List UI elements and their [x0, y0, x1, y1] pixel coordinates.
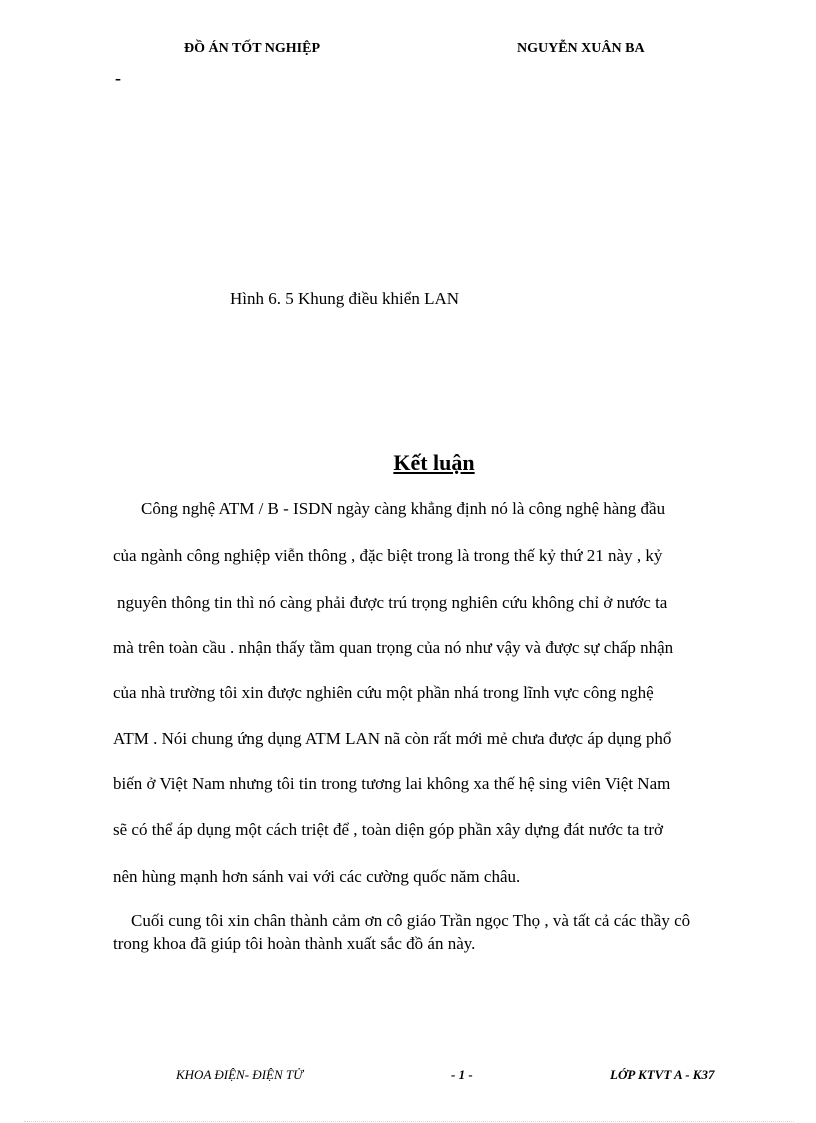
paragraph-line: Cuối cung tôi xin chân thành cảm ơn cô giáo Trần ngọc Thọ , và tất cả các thầy cô: [131, 911, 691, 930]
paragraph-line: biến ở Việt Nam nhưng tôi tin trong tương lai không xa thế hệ sing viên Việt Nam: [113, 774, 671, 793]
header-right: NGUYỄN XUÂN BA: [517, 41, 645, 56]
paragraph-line: nguyên thông tin thì nó càng phải được trú trọng nghiên cứu không chỉ ở nước ta: [117, 593, 668, 612]
section-title: Kết luận: [393, 450, 475, 475]
paragraph-line: sẽ có thể áp dụng một cách triệt để , toàn diện góp phần xây dựng đát nước ta trở: [113, 820, 664, 839]
footer-right: LỚP KTVT A - K37: [610, 1067, 715, 1082]
paragraph-line: của nhà trường tôi xin được nghiên cứu một phần nhá trong lĩnh vực công nghệ: [113, 683, 654, 702]
footer-page-number: - 1 -: [451, 1067, 473, 1082]
paragraph-line: ATM . Nói chung ứng dụng ATM LAN nã còn rất mới mẻ chưa được áp dụng phổ: [113, 729, 672, 748]
paragraph-line: nên hùng mạnh hơn sánh vai với các cường quốc năm châu.: [113, 867, 521, 886]
page-bottom-border: [24, 1121, 794, 1122]
paragraph-line: mà trên toàn cầu . nhận thấy tầm quan trọng của nó như vậy và được sự chấp nhận: [113, 638, 674, 657]
paragraph-line: Công nghệ ATM / B - ISDN ngày càng khẳng định nó là công nghệ hàng đầu: [141, 499, 666, 518]
figure-caption: Hình 6. 5 Khung điều khiển LAN: [230, 289, 460, 308]
dash-marker: -: [115, 68, 121, 88]
footer-left: KHOA ĐIỆN- ĐIỆN TỬ: [176, 1067, 303, 1082]
paragraph-line: của ngành công nghiệp viễn thông , đặc biệt trong là trong thế kỷ thứ 21 này , kỷ: [113, 546, 663, 565]
paragraph-line: trong khoa đã giúp tôi hoàn thành xuất sắc đồ án này.: [113, 934, 476, 953]
header-left: ĐỒ ÁN TỐT NGHIỆP: [184, 41, 321, 56]
